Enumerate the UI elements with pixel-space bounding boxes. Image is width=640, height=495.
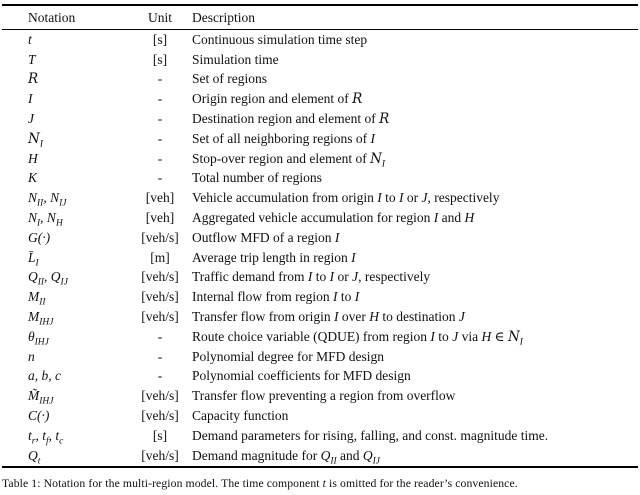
table-row <box>2 367 638 387</box>
notation-cell: $M̃_{IHJ}$ <box>28 388 54 407</box>
unit-cell: [s] <box>152 31 168 47</box>
description-cell: Route choice variable (QDUE) from region I to J via H ∈ $N_I$ <box>192 328 523 347</box>
unit-cell: [veh/s] <box>141 289 179 305</box>
description-cell: Set of all neighboring regions of I <box>192 130 375 146</box>
description-cell: Polynomial degree for MFD design <box>192 348 384 364</box>
unit-cell: [veh/s] <box>141 388 179 404</box>
table-row <box>2 169 638 189</box>
notation-cell: $\theta_{IHJ}$ <box>28 328 49 347</box>
description-cell: Total number of regions <box>192 170 322 186</box>
table-row <box>2 287 638 307</box>
description-cell: Transfer flow from origin I over H to destination J <box>192 309 465 325</box>
unit-cell: [m] <box>150 249 170 265</box>
table-row <box>2 70 638 90</box>
table-row <box>2 228 638 248</box>
notation-cell: $Q_{II}$, $Q_{IJ}$ <box>28 269 68 288</box>
notation-cell: n <box>28 348 35 364</box>
description-cell: Capacity function <box>192 408 289 424</box>
unit-cell: - <box>157 328 163 344</box>
unit-cell: - <box>157 170 163 186</box>
unit-cell: [veh/s] <box>141 408 179 424</box>
unit-cell: [veh/s] <box>141 309 179 325</box>
notation-cell: $N_I$, $N_H$ <box>28 210 63 228</box>
table-header <box>2 5 638 30</box>
unit-cell: - <box>157 71 163 87</box>
notation-cell: G(·) <box>28 229 51 245</box>
description-cell: Set of regions <box>192 71 267 87</box>
description-cell: Destination region and element of R <box>192 111 390 128</box>
description-cell: Polynomial coefficients for MFD design <box>192 368 411 384</box>
table-row <box>2 446 638 467</box>
notation-cell: I <box>28 91 33 107</box>
table-row <box>2 426 638 446</box>
notation-cell: H <box>28 150 38 166</box>
table-header-row <box>2 5 638 30</box>
description-cell: Continuous simulation time step <box>192 31 368 47</box>
description-cell: Demand magnitude for $Q_{II}$ and $Q_{IJ}$ <box>192 447 380 467</box>
table-row <box>2 347 638 367</box>
description-cell: Traffic demand from I to I or J, respectively <box>192 269 431 285</box>
notation-cell: a, b, c <box>28 368 61 384</box>
notation-cell: $t_r$, $t_f$, $t_c$ <box>28 427 64 446</box>
header-unit: Unit <box>147 9 172 25</box>
table-row <box>2 248 638 268</box>
notation-cell: $N_{II}$, $N_{IJ}$ <box>28 190 67 209</box>
description-cell: Demand parameters for rising, falling, and const. magnitude time. <box>192 427 549 443</box>
unit-cell: - <box>157 91 163 107</box>
notation-cell: t <box>28 31 32 47</box>
unit-cell: - <box>157 130 163 146</box>
unit-cell: [s] <box>152 51 168 67</box>
table-row <box>2 268 638 288</box>
unit-cell: [veh/s] <box>141 229 179 245</box>
description-cell: Internal flow from region I to I <box>192 289 360 305</box>
unit-cell: - <box>157 150 163 166</box>
unit-cell: - <box>157 111 163 127</box>
header-notation: Notation <box>28 9 76 25</box>
table-row <box>2 129 638 149</box>
table-row <box>2 50 638 70</box>
table-caption: Table 1: Notation for the multi-region model. The time component t is omitted for the reader’s convenience. <box>2 476 518 490</box>
notation-cell: $M_{II}$ <box>28 289 46 308</box>
unit-cell: - <box>157 348 163 364</box>
table-row <box>2 406 638 426</box>
unit-cell: [s] <box>152 427 168 443</box>
notation-cell: $M_{IHJ}$ <box>28 309 54 327</box>
description-cell: Aggregated vehicle accumulation for region I and H <box>192 210 475 226</box>
notation-cell: C(·) <box>28 408 50 424</box>
description-cell: Average trip length in region I <box>192 249 356 265</box>
notation-cell: R <box>28 71 39 88</box>
table-row <box>2 327 638 347</box>
table-body <box>2 30 638 467</box>
header-description: Description <box>192 9 255 25</box>
unit-cell: [veh] <box>145 190 175 206</box>
description-cell: Outflow MFD of a region I <box>192 229 340 245</box>
table-row <box>2 386 638 406</box>
notation-cell: T <box>28 51 36 67</box>
table-row <box>2 208 638 228</box>
table-row <box>2 149 638 169</box>
notation-cell: K <box>28 170 38 186</box>
notation-cell: $L̄_I$ <box>28 249 39 268</box>
unit-cell: [veh/s] <box>141 269 179 285</box>
table-row <box>2 188 638 208</box>
table-row <box>2 109 638 129</box>
description-cell: Origin region and element of R <box>192 91 363 108</box>
description-cell: Vehicle accumulation from origin I to I or J, respectively <box>192 190 500 206</box>
notation-cell: J <box>28 111 34 127</box>
unit-cell: - <box>157 368 163 384</box>
description-cell: Stop-over region and element of $N_I$ <box>192 150 386 169</box>
description-cell: Simulation time <box>192 51 279 67</box>
unit-cell: [veh/s] <box>141 447 179 463</box>
table-row <box>2 30 638 50</box>
table-row <box>2 89 638 109</box>
unit-cell: [veh] <box>145 210 175 226</box>
description-cell: Transfer flow preventing a region from overflow <box>192 388 456 404</box>
table-row <box>2 307 638 327</box>
notation-cell: $Q_t$ <box>28 447 41 467</box>
notation-cell: $N_I$ <box>28 130 43 149</box>
notation-table <box>2 4 638 468</box>
